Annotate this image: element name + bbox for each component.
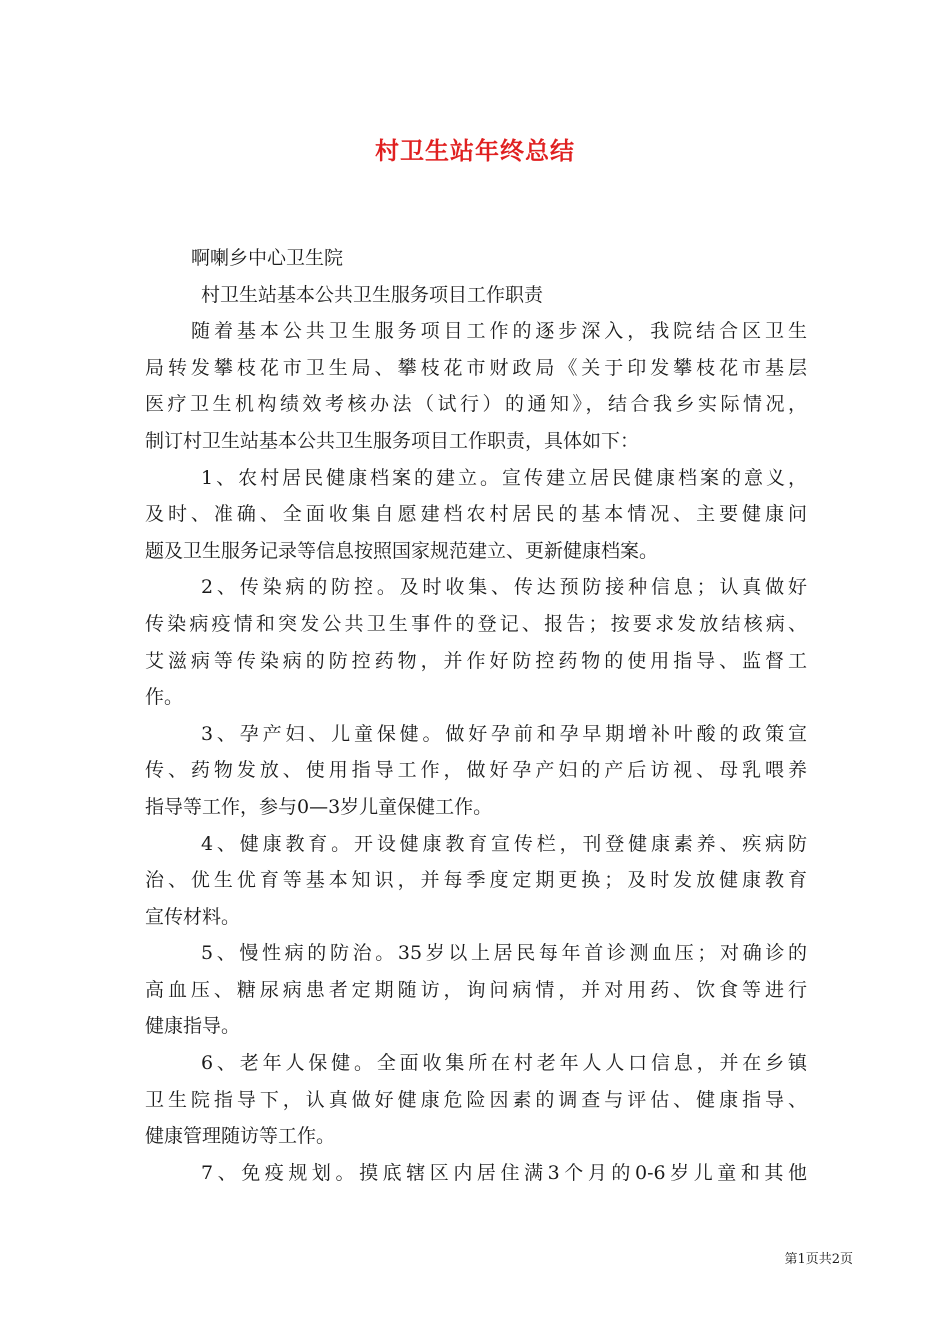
item-7-paragraph: [145, 1155, 807, 1192]
item-line: 4、健康教育。开设健康教育宣传栏，刊登健康素养、疾病防: [201, 832, 807, 855]
intro-line: 制订村卫生站基本公共卫生服务项目工作职责，具体如下：: [145, 429, 640, 452]
intro-line: 医疗卫生机构绩效考核办法（试行）的通知》，结合我乡实际情况，: [145, 393, 807, 416]
item-line: 治、优生优育等基本知识，并每季度定期更换；及时发放健康教育: [145, 869, 807, 892]
item-line: 宣传材料。: [145, 905, 241, 928]
intro-paragraph: [145, 313, 807, 459]
item-line: 1、农村居民健康档案的建立。宣传建立居民健康档案的意义，: [201, 466, 807, 489]
item-3-paragraph: [145, 716, 807, 826]
document-body: [145, 240, 807, 1191]
item-line: 卫生院指导下，认真做好健康危险因素的调查与评估、健康指导、: [145, 1088, 807, 1111]
item-line: 艾滋病等传染病的防控药物，并作好防控药物的使用指导、监督工: [145, 649, 807, 672]
item-line: 5、慢性病的防治。35岁以上居民每年首诊测血压；对确诊的: [201, 942, 807, 965]
item-1-paragraph: [145, 460, 807, 570]
org-name: 啊喇乡中心卫生院: [191, 247, 344, 269]
item-line: 题及卫生服务记录等信息按照国家规范建立、更新健康档案。: [145, 539, 659, 562]
item-4-paragraph: [145, 826, 807, 936]
item-line: 指导等工作，参与0—3岁儿童保健工作。: [145, 795, 493, 818]
item-line: 高血压、糖尿病患者定期随访，询问病情，并对用药、饮食等进行: [145, 978, 807, 1001]
intro-line: 局转发攀枝花市卫生局、攀枝花市财政局《关于印发攀枝花市基层: [145, 356, 807, 379]
item-line: 7、免疫规划。摸底辖区内居住满3个月的0-6岁儿童和其他: [201, 1161, 807, 1184]
item-line: 6、老年人保健。全面收集所在村老年人人口信息，并在乡镇: [201, 1052, 807, 1075]
item-6-paragraph: [145, 1045, 807, 1155]
item-line: 健康管理随访等工作。: [145, 1125, 336, 1148]
item-line: 2、传染病的防控。及时收集、传达预防接种信息；认真做好: [201, 576, 807, 599]
item-5-paragraph: [145, 935, 807, 1045]
intro-line: 随着基本公共卫生服务项目工作的逐步深入，我院结合区卫生: [191, 320, 807, 343]
item-line: 传、药物发放、使用指导工作，做好孕产妇的产后访视、母乳喂养: [145, 759, 807, 782]
document-title: 村卫生站年终总结: [375, 136, 575, 165]
item-line: 传染病疫情和突发公共卫生事件的登记、报告；按要求发放结核病、: [145, 612, 807, 635]
item-line: 及时、准确、全面收集自愿建档农村居民的基本情况、主要健康问: [145, 503, 807, 526]
section-subtitle: 村卫生站基本公共卫生服务项目工作职责: [201, 283, 544, 306]
item-line: 健康指导。: [145, 1015, 241, 1038]
page-footer: 第1页共2页: [784, 1252, 853, 1267]
item-line: 作。: [145, 686, 184, 709]
item-2-paragraph: [145, 569, 807, 715]
item-line: 3、孕产妇、儿童保健。做好孕前和孕早期增补叶酸的政策宣: [201, 722, 807, 745]
